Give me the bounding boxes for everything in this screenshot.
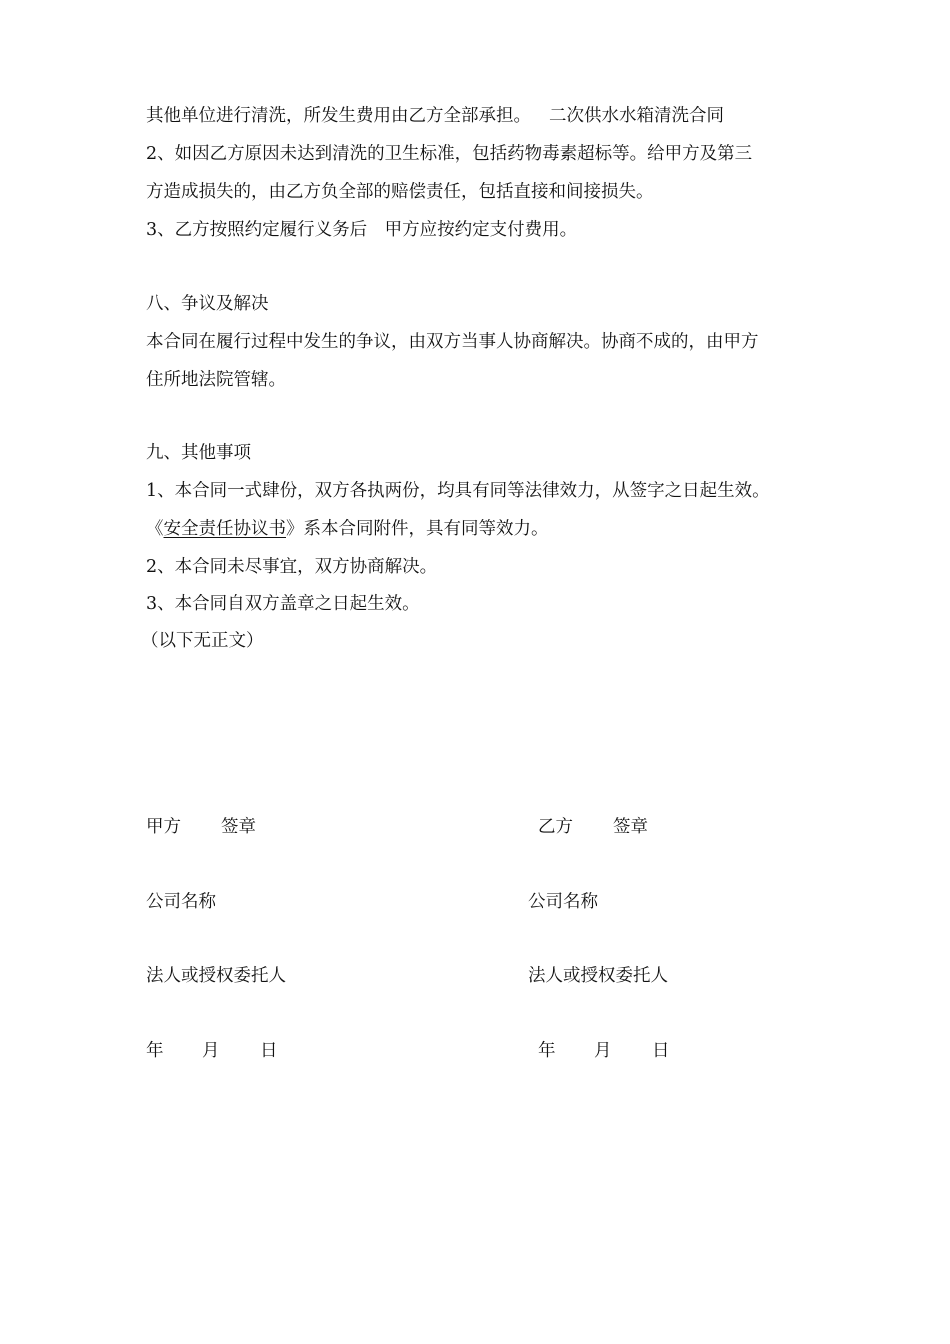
party-b-stamp: 签章 (613, 817, 648, 837)
clause7-header-title: 二次供水水箱清洗合同 (549, 106, 724, 126)
party-a-label: 甲方 (146, 817, 181, 837)
clause9-item1: 1、本合同一式肆份，双方各执两份，均具有同等法律效力，从签字之日起生效。 (146, 481, 770, 501)
clause8-heading: 八、争议及解决 (146, 294, 269, 314)
clause8-line2: 住所地法院管辖。 (146, 370, 286, 390)
party-b-company: 公司名称 (528, 892, 598, 912)
clause7-line1-text: 其他单位进行清洗，所发生费用由乙方全部承担。 (146, 106, 531, 126)
clause7-line1 (146, 104, 724, 128)
clause7-item2-line2: 方造成损失的，由乙方负全部的赔偿责任，包括直接和间接损失。 (146, 182, 654, 202)
party-a-company: 公司名称 (146, 892, 216, 912)
party-b-year: 年 (538, 1041, 556, 1061)
party-a-rep: 法人或授权委托人 (146, 966, 286, 986)
party-a-month: 月 (202, 1041, 220, 1061)
clause9-item1-attachment: 《安全责任协议书》系本合同附件，具有同等效力。 (146, 519, 549, 539)
party-b-month: 月 (594, 1041, 612, 1061)
party-a-day: 日 (260, 1041, 278, 1061)
clause9-item2: 2、本合同未尽事宜，双方协商解决。 (146, 557, 438, 577)
party-b-day: 日 (652, 1041, 670, 1061)
clause7-item3: 3、乙方按照约定履行义务后 甲方应按约定支付费用。 (146, 220, 578, 240)
end-note: （以下无正文） (141, 631, 264, 651)
clause8-line1: 本合同在履行过程中发生的争议，由双方当事人协商解决。协商不成的，由甲方 (146, 332, 759, 352)
party-a-stamp: 签章 (221, 817, 256, 837)
attachment-link[interactable]: 安全责任协议书 (163, 519, 286, 539)
party-b-rep: 法人或授权委托人 (528, 966, 668, 986)
clause9-item3: 3、本合同自双方盖章之日起生效。 (146, 594, 420, 614)
clause9-heading: 九、其他事项 (146, 443, 251, 463)
party-b-label: 乙方 (538, 817, 573, 837)
party-a-year: 年 (146, 1041, 164, 1061)
clause7-item2-line1: 2、如因乙方原因未达到清洗的卫生标准，包括药物毒素超标等。给甲方及第三 (146, 144, 753, 164)
